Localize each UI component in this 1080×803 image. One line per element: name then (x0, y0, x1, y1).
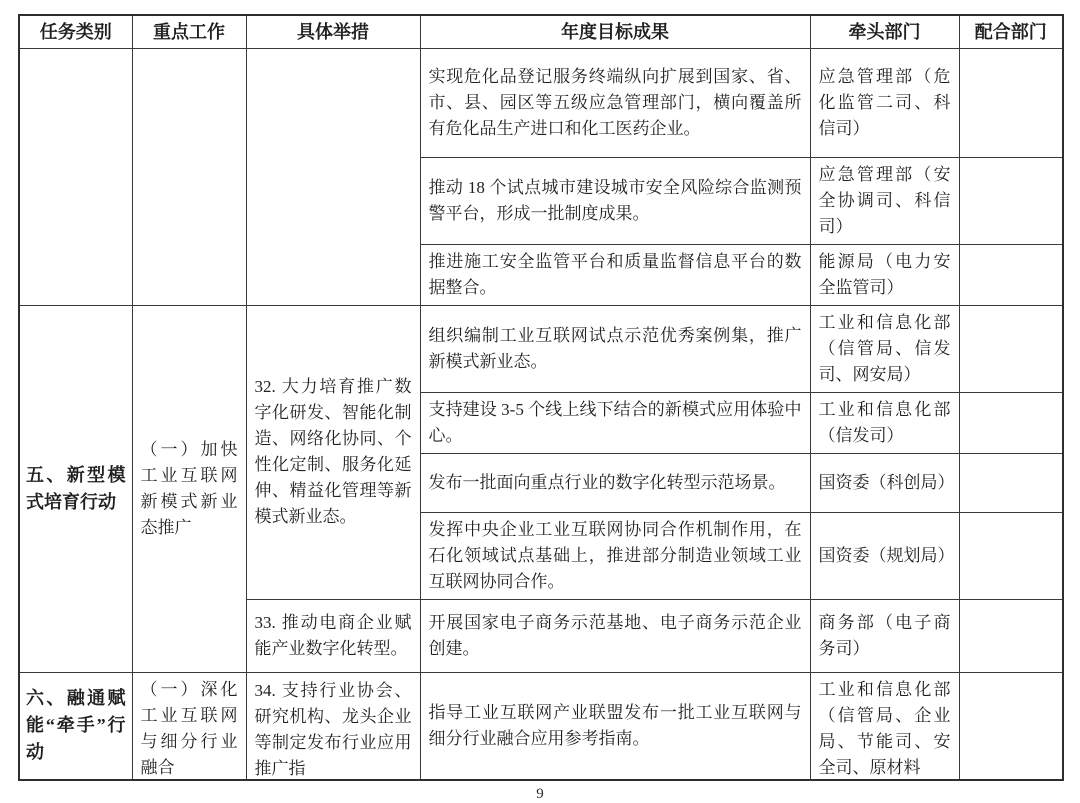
cell-lead-department: 国资委（科创局） (810, 453, 959, 512)
cell-support-department (959, 305, 1063, 392)
header-task-category: 任务类别 (19, 15, 132, 48)
cell-annual-goal: 开展国家电子商务示范基地、电子商务示范企业创建。 (420, 599, 810, 672)
header-annual-goals: 年度目标成果 (420, 15, 810, 48)
cell-support-department (959, 392, 1063, 453)
cell-measure-empty (246, 48, 420, 305)
cell-annual-goal: 发布一批面向重点行业的数字化转型示范场景。 (420, 453, 810, 512)
header-lead-department: 牵头部门 (810, 15, 959, 48)
cell-lead-department: 应急管理部（危化监管二司、科信司） (810, 48, 959, 157)
cell-task-category (19, 672, 132, 780)
cell-support-department (959, 599, 1063, 672)
header-key-work: 重点工作 (132, 15, 246, 48)
cell-lead-department: 工业和信息化部（信管局、信发司、网安局） (810, 305, 959, 392)
cell-annual-goal: 支持建设 3-5 个线上线下结合的新模式应用体验中心。 (420, 392, 810, 453)
cell-key-work: （一）加快工业互联网新模式新业态推广 (132, 305, 246, 672)
cell-annual-goal: 实现危化品登记服务终端纵向扩展到国家、省、市、县、园区等五级应急管理部门，横向覆盖所有危化品生产进口和化工医药企业。 (420, 48, 810, 157)
cell-lead-department: 国资委（规划局） (810, 512, 959, 599)
cell-measure-32: 32. 大力培育推广数字化研发、智能化制造、网络化协同、个性化定制、服务化延伸、精益化管理等新模式新业态。 (246, 305, 420, 599)
page-number: 9 (536, 785, 544, 802)
cell-annual-goal: 组织编制工业互联网试点示范优秀案例集，推广新模式新业态。 (420, 305, 810, 392)
task-plan-table (18, 14, 1064, 781)
cell-lead-department: 应急管理部（安全协调司、科信司） (810, 157, 959, 244)
cell-task-category: 五、新型模式培育行动 (19, 305, 132, 672)
cell-support-department (959, 672, 1063, 780)
cell-task-category-empty (19, 48, 132, 305)
header-support-department: 配合部门 (959, 15, 1063, 48)
cell-annual-goal: 发挥中央企业工业互联网协同合作机制作用，在石化领域试点基础上，推进部分制造业领域工业互联网协同合作。 (420, 512, 810, 599)
header-measures: 具体举措 (246, 15, 420, 48)
cell-measure-34-text: 34. 支持行业协会、研究机构、龙头企业等制定发布行业应用推广指 (254, 680, 412, 778)
table-row (19, 305, 1063, 392)
cell-lead-department: 商务部（电子商务司） (810, 599, 959, 672)
cell-key-work-empty (132, 48, 246, 305)
cell-lead-department: 能源局（电力安全监管司） (810, 244, 959, 305)
cell-support-department (959, 48, 1063, 157)
cell-annual-goal (420, 672, 810, 780)
cell-annual-goal: 推进施工安全监管平台和质量监督信息平台的数据整合。 (420, 244, 810, 305)
cell-support-department (959, 244, 1063, 305)
cell-lead-department: 工业和信息化部（信发司） (810, 392, 959, 453)
table-row (19, 672, 1063, 780)
cell-annual-goal-text: 指导工业互联网产业联盟发布一批工业互联网与细分行业融合应用参考指南。 (428, 702, 802, 748)
cell-annual-goal: 推动 18 个试点城市建设城市安全风险综合监测预警平台，形成一批制度成果。 (420, 157, 810, 244)
cell-key-work-text: （一）深化工业互联网与细分行业融合 (140, 679, 238, 777)
table-row (19, 48, 1063, 157)
table-header-row (19, 15, 1063, 48)
cell-lead-department (810, 672, 959, 780)
cell-measure-33: 33. 推动电商企业赋能产业数字化转型。 (246, 599, 420, 672)
cell-task-category-text: 六、融通赋能“牵手”行动 (26, 688, 126, 762)
cell-support-department (959, 157, 1063, 244)
cell-measure-34 (246, 672, 420, 780)
cell-support-department (959, 512, 1063, 599)
cell-support-department (959, 453, 1063, 512)
cell-lead-department-text: 工业和信息化部（信管局、企业局、节能司、安全司、原材料 (818, 679, 951, 777)
cell-key-work (132, 672, 246, 780)
